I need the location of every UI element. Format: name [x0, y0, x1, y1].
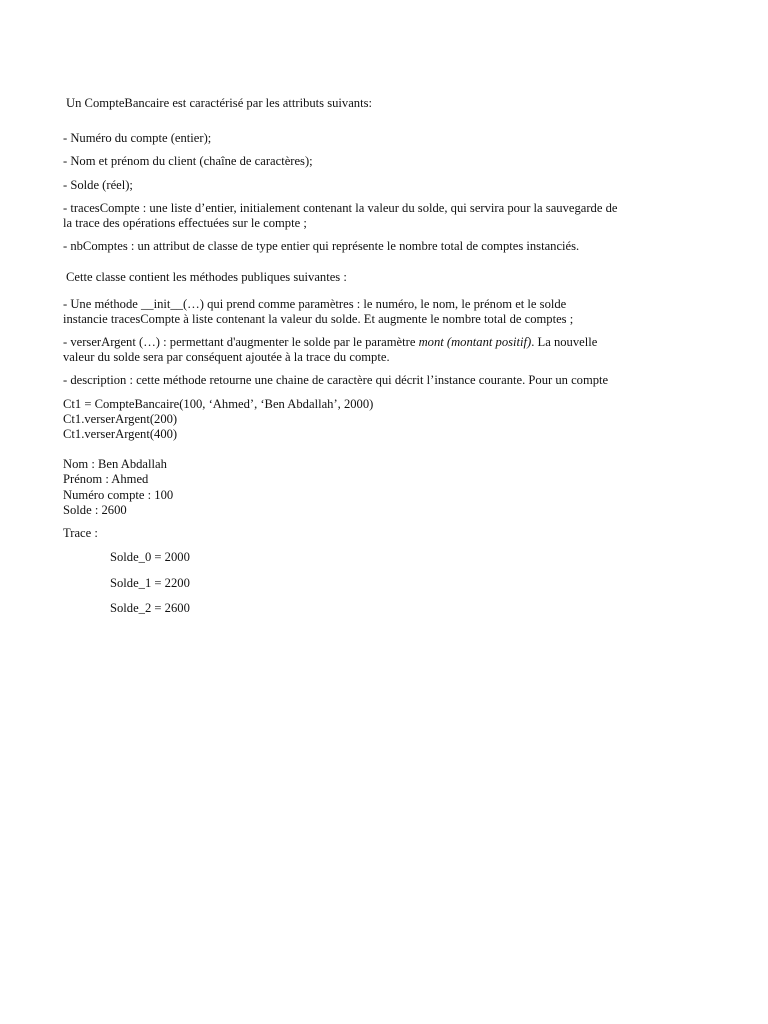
attribute-item-nbcomptes: - nbComptes : un attribut de classe de type entier qui représente le nombre total de comptes instanciés. [63, 239, 580, 253]
attribute-item-numero: - Numéro du compte (entier); [63, 130, 212, 145]
method-item-description: - description : cette méthode retourne une chaine de caractère qui décrit l’instance courante. Pour un compte [63, 373, 609, 387]
code-example [63, 397, 703, 443]
method-item-init [63, 297, 703, 326]
trace-item: Solde_1 = 2200 [110, 575, 190, 590]
output-line-solde: Solde : 2600 [63, 502, 127, 517]
method-init-line2: instancie tracesCompte à liste contenant la valeur du solde. Et augmente le nombre total de comptes ; [63, 311, 574, 326]
attribute-item-solde: - Solde (réel); [63, 177, 133, 192]
code-line: Ct1 = CompteBancaire(100, ‘Ahmed’, ‘Ben Abdallah’, 2000) [63, 396, 374, 411]
intro-paragraph: Un CompteBancaire est caractérisé par les attributs suivants: [66, 96, 372, 110]
attribute-traces-line2: la trace des opérations effectuées sur le compte ; [63, 215, 307, 230]
method-init-line1: - Une méthode __init__(…) qui prend comme paramètres : le numéro, le nom, le prénom et le solde [63, 297, 567, 311]
method-verser-line1 [63, 335, 703, 350]
method-verser-text-start: - verserArgent (…) : permettant d'augmenter le solde par le paramètre [63, 335, 419, 349]
output-line-nom: Nom : Ben Abdallah [63, 457, 167, 472]
methods-list [63, 297, 703, 388]
trace-item: Solde_2 = 2600 [110, 601, 190, 616]
trace-item: Solde_0 = 2000 [110, 550, 190, 565]
code-line: Ct1.verserArgent(400) [63, 426, 178, 441]
attribute-traces-line1: - tracesCompte : une liste d’entier, initialement contenant la valeur du solde, qui servira pour la sauvegarde de [63, 201, 618, 215]
output-line-prenom: Prénom : Ahmed [63, 472, 149, 487]
attributes-list [63, 131, 703, 254]
document-page [63, 96, 703, 627]
methods-title: Cette classe contient les méthodes publiques suivantes : [66, 269, 347, 284]
trace-title: Trace : [63, 525, 98, 540]
method-item-verser [63, 335, 703, 364]
output-example [63, 457, 703, 518]
method-verser-text-end: . La nouvelle [531, 335, 598, 349]
trace-list [63, 550, 703, 616]
method-verser-line2: valeur du solde sera par conséquent ajoutée à la trace du compte. [63, 349, 390, 364]
code-line: Ct1.verserArgent(200) [63, 411, 178, 426]
method-verser-param-italic: mont (montant positif) [418, 335, 532, 349]
output-line-numero: Numéro compte : 100 [63, 487, 174, 502]
attribute-item-nom: - Nom et prénom du client (chaîne de caractères); [63, 154, 313, 168]
attribute-item-traces [63, 201, 703, 230]
